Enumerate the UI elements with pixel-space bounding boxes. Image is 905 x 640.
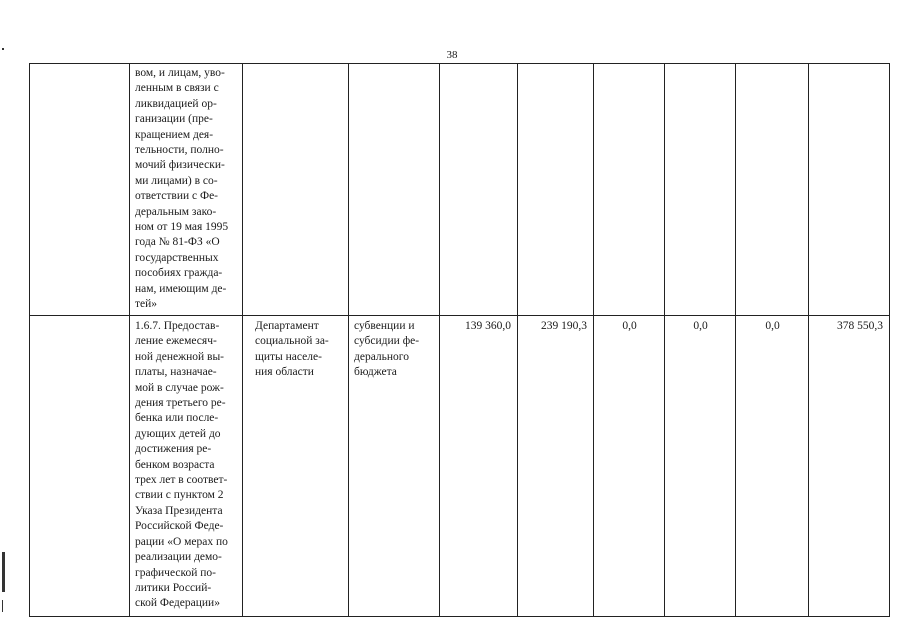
table-row [30, 316, 890, 617]
executor-cell: Департамент социальной за- щиты населе- ния области [243, 316, 349, 617]
funding-source-cell [349, 64, 440, 316]
value-cell [665, 64, 736, 316]
measure-name-cell: 1.6.7. Предостав- ление ежемесяч- ной денежной вы- платы, назначае- мой в случае рож- дения третьего ре- бенка или после- дующих детей до достижения ре- бенком возраста трех лет в соответ- ствии с пунктом 2 Указа Президента Российской Феде- рации «О мерах по реализации демо- графической по- литики Россий- ской Федерации» [130, 316, 243, 617]
measure-name-cell: вом, и лицам, уво- ленным в связи с ликвидацией ор- ганизации (пре- кращением дея- тельности, полно- мочий физически- ми лицами) в со- ответствии с Фе- деральным зако- ном от 19 мая 1995 года № 81-ФЗ «О государственных пособиях гражда- нам, имеющим де- тей» [130, 64, 243, 316]
value-cell [518, 64, 594, 316]
value-cell [594, 64, 665, 316]
scan-edge-mark [2, 600, 3, 612]
total-cell [809, 64, 890, 316]
row-number-cell [30, 316, 130, 617]
scan-edge-mark [2, 48, 4, 50]
value-cell: 0,0 [736, 316, 809, 617]
value-cell: 239 190,3 [518, 316, 594, 617]
funding-source-cell: субвенции и субсидии фе- дерального бюджета [349, 316, 440, 617]
table-row [30, 64, 890, 316]
scan-edge-mark [2, 552, 5, 592]
program-table [29, 63, 890, 617]
executor-cell [243, 64, 349, 316]
total-cell: 378 550,3 [809, 316, 890, 617]
row-number-cell [30, 64, 130, 316]
value-cell [736, 64, 809, 316]
page-number: 38 [446, 49, 458, 61]
value-cell [440, 64, 518, 316]
value-cell: 0,0 [594, 316, 665, 617]
value-cell: 139 360,0 [440, 316, 518, 617]
value-cell: 0,0 [665, 316, 736, 617]
